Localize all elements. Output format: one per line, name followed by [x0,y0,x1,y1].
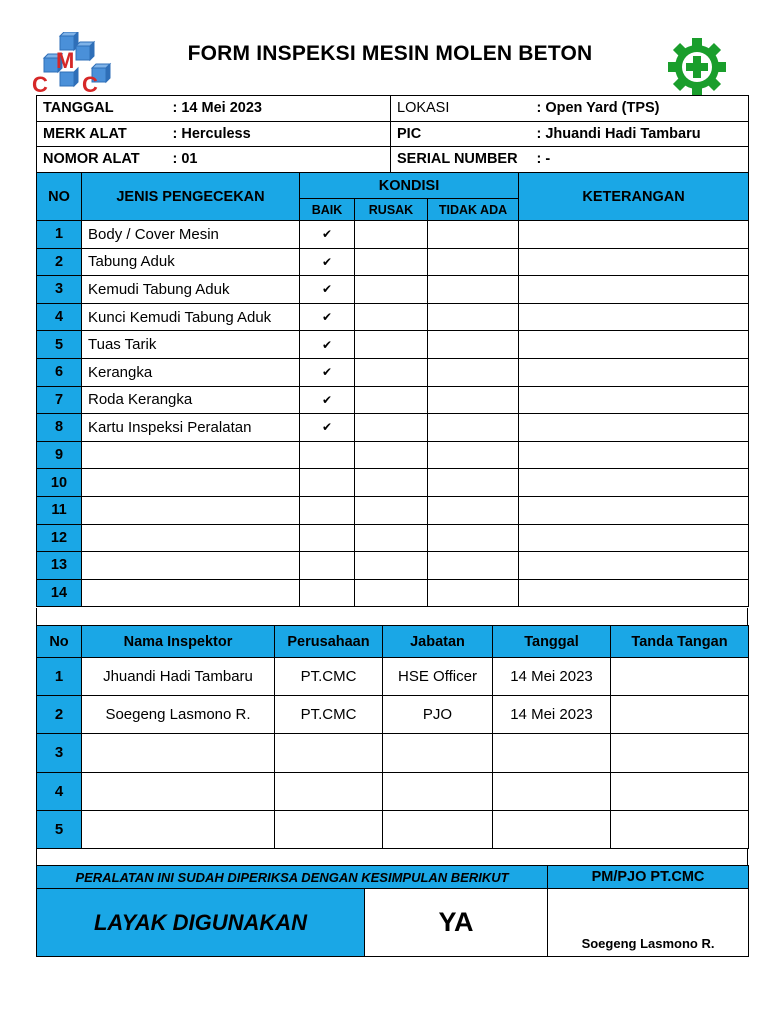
check-row-item [82,524,300,552]
check-row-baik [300,496,355,524]
check-row-baik: ✔ [300,358,355,386]
checklist-row [37,276,749,304]
insp-row-tanggal: 14 Mei 2023 [493,658,611,696]
inspector-row [37,810,749,848]
insp-row-tanda-tangan [611,696,749,734]
insp-row-tanggal [493,772,611,810]
insp-row-jabatan: HSE Officer [383,658,493,696]
result-value: YA [365,889,548,957]
insp-row-no: 2 [37,696,82,734]
check-row-no: 9 [37,441,82,469]
insp-row-tanda-tangan [611,658,749,696]
col-baik-header: BAIK [300,199,355,221]
insp-row-nama: Jhuandi Hadi Tambaru [82,658,275,696]
insp-row-no: 1 [37,658,82,696]
cmc-logo-icon [30,32,118,94]
insp-row-nama [82,810,275,848]
insp-col-perusahaan: Perusahaan [275,626,383,658]
check-row-no: 5 [37,331,82,359]
check-row-keterangan [519,331,749,359]
checklist-row [37,579,749,607]
checklist-row [37,386,749,414]
check-row-keterangan [519,552,749,580]
check-row-baik [300,552,355,580]
check-row-tidak-ada [428,496,519,524]
check-row-tidak-ada [428,386,519,414]
check-row-item: Tuas Tarik [82,331,300,359]
check-row-baik: ✔ [300,331,355,359]
check-row-no: 1 [37,221,82,249]
check-row-rusak [355,303,428,331]
insp-row-nama [82,734,275,772]
checklist-table [36,172,749,607]
check-row-no: 11 [37,496,82,524]
checklist-row [37,303,749,331]
check-row-keterangan [519,221,749,249]
check-row-no: 4 [37,303,82,331]
check-row-baik: ✔ [300,221,355,249]
check-row-tidak-ada [428,303,519,331]
tanggal-label: TANGGAL [37,96,167,122]
check-row-keterangan [519,303,749,331]
check-row-no: 13 [37,552,82,580]
insp-row-perusahaan: PT.CMC [275,658,383,696]
section-spacer-2 [36,848,748,865]
check-row-no: 7 [37,386,82,414]
insp-row-tanggal [493,734,611,772]
checklist-row [37,221,749,249]
check-row-tidak-ada [428,276,519,304]
col-rusak-header: RUSAK [355,199,428,221]
check-row-baik [300,579,355,607]
check-row-keterangan [519,469,749,497]
check-row-tidak-ada [428,469,519,497]
check-row-rusak [355,221,428,249]
check-row-item [82,469,300,497]
checklist-row [37,358,749,386]
insp-row-nama [82,772,275,810]
check-row-keterangan [519,248,749,276]
check-row-no: 3 [37,276,82,304]
check-row-rusak [355,496,428,524]
serial-label: SERIAL NUMBER [391,147,531,173]
check-row-baik [300,469,355,497]
insp-row-perusahaan [275,734,383,772]
insp-row-no: 5 [37,810,82,848]
nomor-label: NOMOR ALAT [37,147,167,173]
check-row-baik: ✔ [300,276,355,304]
checklist-row [37,441,749,469]
col-tidak-ada-header: TIDAK ADA [428,199,519,221]
checklist-row [37,248,749,276]
checklist-row [37,331,749,359]
check-row-item: Kartu Inspeksi Peralatan [82,414,300,442]
check-row-item [82,552,300,580]
check-row-baik: ✔ [300,303,355,331]
lokasi-value: : Open Yard (TPS) [531,96,749,122]
check-row-keterangan [519,579,749,607]
inspector-row [37,772,749,810]
insp-row-perusahaan: PT.CMC [275,696,383,734]
pic-value: : Jhuandi Hadi Tambaru [531,121,749,147]
inspector-row [37,658,749,696]
check-row-rusak [355,331,428,359]
merk-value: : Herculess [167,121,391,147]
tanggal-value: : 14 Mei 2023 [167,96,391,122]
check-row-item: Kerangka [82,358,300,386]
check-row-item: Kunci Kemudi Tabung Aduk [82,303,300,331]
result-label: LAYAK DIGUNAKAN [37,889,365,957]
check-row-no: 8 [37,414,82,442]
section-spacer [36,608,748,625]
logo-letter-c2: C [82,72,98,94]
check-row-keterangan [519,414,749,442]
pic-label: PIC [391,121,531,147]
conclusion-statement: PERALATAN INI SUDAH DIPERIKSA DENGAN KESIMPULAN BERIKUT [37,866,548,889]
checklist-row [37,496,749,524]
insp-col-nama: Nama Inspektor [82,626,275,658]
check-row-rusak [355,414,428,442]
check-row-rusak [355,441,428,469]
check-row-keterangan [519,386,749,414]
check-row-keterangan [519,524,749,552]
check-row-tidak-ada [428,579,519,607]
check-row-item [82,496,300,524]
check-row-tidak-ada [428,248,519,276]
checklist-row [37,524,749,552]
checklist-row [37,469,749,497]
insp-col-jabatan: Jabatan [383,626,493,658]
check-row-item: Body / Cover Mesin [82,221,300,249]
check-row-tidak-ada [428,524,519,552]
checklist-row [37,414,749,442]
inspector-row [37,734,749,772]
check-row-keterangan [519,358,749,386]
insp-row-tanda-tangan [611,772,749,810]
check-row-item [82,579,300,607]
check-row-baik: ✔ [300,248,355,276]
approver-title: PM/PJO PT.CMC [548,866,749,889]
col-no-header: NO [37,173,82,221]
col-keterangan-header: KETERANGAN [519,173,749,221]
logo-letter-c1: C [32,72,48,94]
check-row-tidak-ada [428,441,519,469]
page-title: FORM INSPEKSI MESIN MOLEN BETON [187,42,593,65]
col-jenis-header: JENIS PENGECEKAN [82,173,300,221]
check-row-item: Tabung Aduk [82,248,300,276]
lokasi-label: LOKASI [391,96,531,122]
serial-value: : - [531,147,749,173]
check-row-keterangan [519,496,749,524]
insp-row-jabatan [383,734,493,772]
form-header [0,0,768,96]
insp-row-perusahaan [275,772,383,810]
check-row-rusak [355,358,428,386]
inspector-body [37,658,749,849]
insp-row-nama: Soegeng Lasmono R. [82,696,275,734]
check-row-rusak [355,248,428,276]
info-table [36,95,749,173]
inspector-table [36,625,749,849]
insp-row-jabatan [383,810,493,848]
check-row-item: Kemudi Tabung Aduk [82,276,300,304]
insp-row-tanda-tangan [611,810,749,848]
insp-row-tanda-tangan [611,734,749,772]
k3-gear-cross-icon [664,38,730,96]
check-row-tidak-ada [428,221,519,249]
insp-row-tanggal: 14 Mei 2023 [493,696,611,734]
check-row-rusak [355,524,428,552]
check-row-keterangan [519,441,749,469]
insp-col-no: No [37,626,82,658]
check-row-rusak [355,552,428,580]
insp-row-tanggal [493,810,611,848]
conclusion-table [36,865,749,957]
insp-row-jabatan [383,772,493,810]
checklist-row [37,552,749,580]
approver-name: Soegeng Lasmono R. [548,889,749,957]
check-row-no: 10 [37,469,82,497]
check-row-tidak-ada [428,414,519,442]
insp-row-no: 4 [37,772,82,810]
check-row-baik: ✔ [300,414,355,442]
insp-row-no: 3 [37,734,82,772]
logo-letter-m: M [56,48,75,73]
check-row-keterangan [519,276,749,304]
check-row-baik: ✔ [300,386,355,414]
check-row-no: 2 [37,248,82,276]
check-row-rusak [355,469,428,497]
check-row-tidak-ada [428,552,519,580]
check-row-rusak [355,386,428,414]
check-row-baik [300,524,355,552]
insp-row-jabatan: PJO [383,696,493,734]
check-row-no: 6 [37,358,82,386]
check-row-no: 12 [37,524,82,552]
check-row-tidak-ada [428,358,519,386]
checklist-body [37,221,749,607]
insp-row-perusahaan [275,810,383,848]
merk-label: MERK ALAT [37,121,167,147]
check-row-rusak [355,579,428,607]
check-row-item: Roda Kerangka [82,386,300,414]
check-row-tidak-ada [428,331,519,359]
check-row-item [82,441,300,469]
inspector-row [37,696,749,734]
col-kondisi-header: KONDISI [300,173,519,199]
insp-col-tanda-tangan: Tanda Tangan [611,626,749,658]
check-row-rusak [355,276,428,304]
nomor-value: : 01 [167,147,391,173]
check-row-no: 14 [37,579,82,607]
check-row-baik [300,441,355,469]
insp-col-tanggal: Tanggal [493,626,611,658]
